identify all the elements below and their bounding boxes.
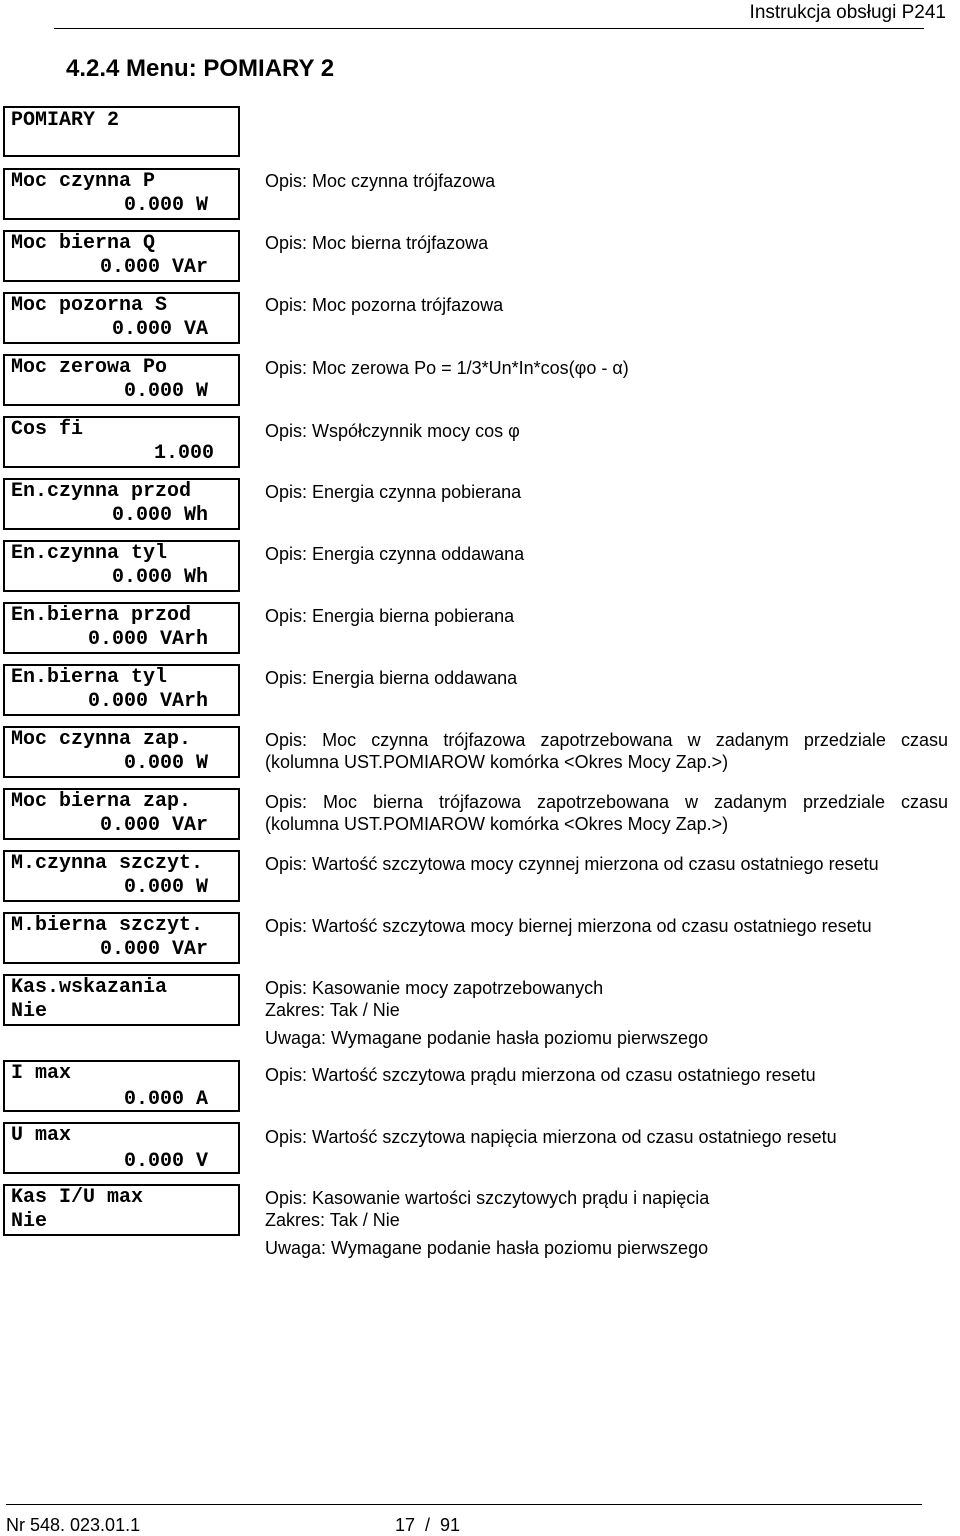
desc-text: Moc pozorna trójfazowa [312, 295, 504, 315]
desc-text: Kasowanie mocy zapotrzebowanych [312, 978, 604, 998]
desc-text: Wartość szczytowa napięcia mierzona od czasu ostatniego resetu [312, 1127, 837, 1147]
desc-text: Wartość szczytowa prądu mierzona od czasu ostatniego resetu [312, 1065, 816, 1085]
screen-item [3, 230, 240, 282]
screen-item-name: Moc pozorna S [11, 294, 168, 317]
screen-item-name: M.bierna szczyt. [11, 914, 204, 937]
screen-item-value: Nie [11, 1210, 48, 1233]
section-heading: 4.2.4 Menu: POMIARY 2 [66, 55, 335, 82]
document-number: Nr 548. 023.01.1 [6, 1515, 141, 1535]
screen-item [3, 974, 240, 1026]
desc-text-2: (kolumna UST.POMIAROW komórka <Okres Mocy Zap.>) [265, 752, 729, 772]
screen-item [3, 354, 240, 406]
desc-label: Opis: [265, 606, 308, 626]
range-label: Zakres: [265, 1210, 326, 1230]
item-description [265, 853, 948, 875]
note-label: Uwaga [265, 1238, 322, 1258]
item-description [265, 170, 948, 192]
screen-item-name: Moc bierna Q [11, 232, 156, 255]
screen-item-value: 0.000 Wh [111, 504, 208, 527]
item-description [265, 1064, 948, 1086]
screen-item-name: En.czynna tyl [11, 542, 168, 565]
item-description [265, 915, 948, 937]
header-divider [54, 28, 924, 29]
range-text: Tak / Nie [329, 1210, 400, 1230]
desc-label: Opis: [265, 544, 308, 564]
screen-item [3, 1060, 240, 1112]
item-description [265, 667, 948, 689]
screen-item [3, 540, 240, 592]
screen-item-value: 0.000 W [123, 876, 208, 899]
desc-text: Energia bierna pobierana [312, 606, 515, 626]
item-description [265, 357, 948, 379]
desc-label: Opis: [265, 171, 308, 191]
item-description [265, 729, 948, 773]
desc-label: Opis: [265, 730, 308, 750]
screen-item-value: Nie [11, 1000, 48, 1023]
screen-item-value: 0.000 Wh [111, 566, 208, 589]
screen-item-name: En.bierna tyl [11, 666, 168, 689]
screen-item-name: M.czynna szczyt. [11, 852, 204, 875]
screen-item-name: Cos fi [11, 418, 84, 441]
screen-item-value: 0.000 VArh [87, 628, 208, 651]
desc-label: Opis: [265, 1188, 308, 1208]
desc-text: Moc zerowa Po = 1/3*Un*In*cos(φo - α) [312, 358, 629, 378]
screen-item [3, 292, 240, 344]
screen-item-value: 0.000 V [123, 1150, 208, 1173]
footer-divider [6, 1504, 922, 1505]
desc-label: Opis: [265, 421, 308, 441]
screen-item-name: I max [11, 1062, 72, 1085]
screen-item [3, 788, 240, 840]
screen-item [3, 1184, 240, 1236]
screen-item [3, 416, 240, 468]
screen-item [3, 912, 240, 964]
desc-label: Opis: [265, 233, 308, 253]
desc-text: Wartość szczytowa mocy biernej mierzona od czasu ostatniego resetu [312, 916, 872, 936]
screen-item-value: 0.000 W [123, 194, 208, 217]
desc-label: Opis: [265, 978, 308, 998]
screen-item-name: Moc zerowa Po [11, 356, 168, 379]
item-description [265, 232, 948, 254]
desc-text: Kasowanie wartości szczytowych prądu i napięcia [312, 1188, 710, 1208]
screen-item-value: 0.000 W [123, 752, 208, 775]
desc-text: Współczynnik mocy cos φ [312, 421, 520, 441]
screen-item-name: U max [11, 1124, 72, 1147]
desc-label: Opis: [265, 668, 308, 688]
screen-item-value: 0.000 VArh [87, 690, 208, 713]
screen-item [3, 168, 240, 220]
item-description [265, 481, 948, 503]
item-description [265, 543, 948, 565]
desc-label: Opis: [265, 295, 308, 315]
screen-item [3, 478, 240, 530]
screen-item [3, 664, 240, 716]
desc-label: Opis: [265, 1065, 308, 1085]
screen-item [3, 602, 240, 654]
desc-label: Opis: [265, 916, 308, 936]
screen-item-value: 0.000 VAr [99, 938, 208, 961]
item-description [265, 1187, 948, 1259]
item-description [265, 977, 948, 1049]
screen-item-name: Moc czynna P [11, 170, 156, 193]
screen-item-name: En.czynna przod [11, 480, 192, 503]
item-description [265, 605, 948, 627]
screen-item-value: 0.000 VA [111, 318, 208, 341]
page-number: 17 / 91 [395, 1515, 461, 1535]
desc-text: Moc czynna trójfazowa zapotrzebowana w zadanym przedziale czasu [322, 730, 948, 750]
item-description [265, 1126, 948, 1148]
desc-text: Moc czynna trójfazowa [312, 171, 496, 191]
screen-item [3, 726, 240, 778]
desc-label: Opis: [265, 792, 308, 812]
menu-title-box [3, 106, 240, 157]
screen-item [3, 850, 240, 902]
desc-text: Energia czynna oddawana [312, 544, 525, 564]
desc-text-2: (kolumna UST.POMIAROW komórka <Okres Mocy Zap.>) [265, 814, 729, 834]
item-description [265, 420, 948, 442]
screen-item-name: Moc bierna zap. [11, 790, 192, 813]
screen-item-name: Kas I/U max [11, 1186, 144, 1209]
screen-item-value: 0.000 VAr [99, 256, 208, 279]
screen-item [3, 1122, 240, 1174]
note-text: : Wymagane podanie hasła poziomu pierwszego [321, 1238, 709, 1258]
screen-item-name: En.bierna przod [11, 604, 192, 627]
desc-label: Opis: [265, 1127, 308, 1147]
desc-label: Opis: [265, 358, 308, 378]
desc-text: Moc bierna trójfazowa [312, 233, 489, 253]
item-description [265, 294, 948, 316]
range-text: Tak / Nie [329, 1000, 400, 1020]
screen-item-value: 0.000 W [123, 380, 208, 403]
menu-title: POMIARY 2 [11, 109, 120, 132]
desc-text: Energia bierna oddawana [312, 668, 518, 688]
note-text: : Wymagane podanie hasła poziomu pierwszego [321, 1028, 709, 1048]
desc-text: Moc bierna trójfazowa zapotrzebowana w zadanym przedziale czasu [322, 792, 948, 812]
screen-item-value: 0.000 A [123, 1088, 208, 1111]
document-title: Instrukcja obsługi P241 [749, 2, 946, 23]
desc-label: Opis: [265, 482, 308, 502]
item-description [265, 791, 948, 835]
range-label: Zakres: [265, 1000, 326, 1020]
screen-item-name: Moc czynna zap. [11, 728, 192, 751]
screen-item-value: 1.000 [153, 442, 214, 465]
screen-item-name: Kas.wskazania [11, 976, 168, 999]
screen-item-value: 0.000 VAr [99, 814, 208, 837]
desc-text: Energia czynna pobierana [312, 482, 522, 502]
desc-label: Opis: [265, 854, 308, 874]
desc-text: Wartość szczytowa mocy czynnej mierzona od czasu ostatniego resetu [312, 854, 879, 874]
note-label: Uwaga [265, 1028, 322, 1048]
